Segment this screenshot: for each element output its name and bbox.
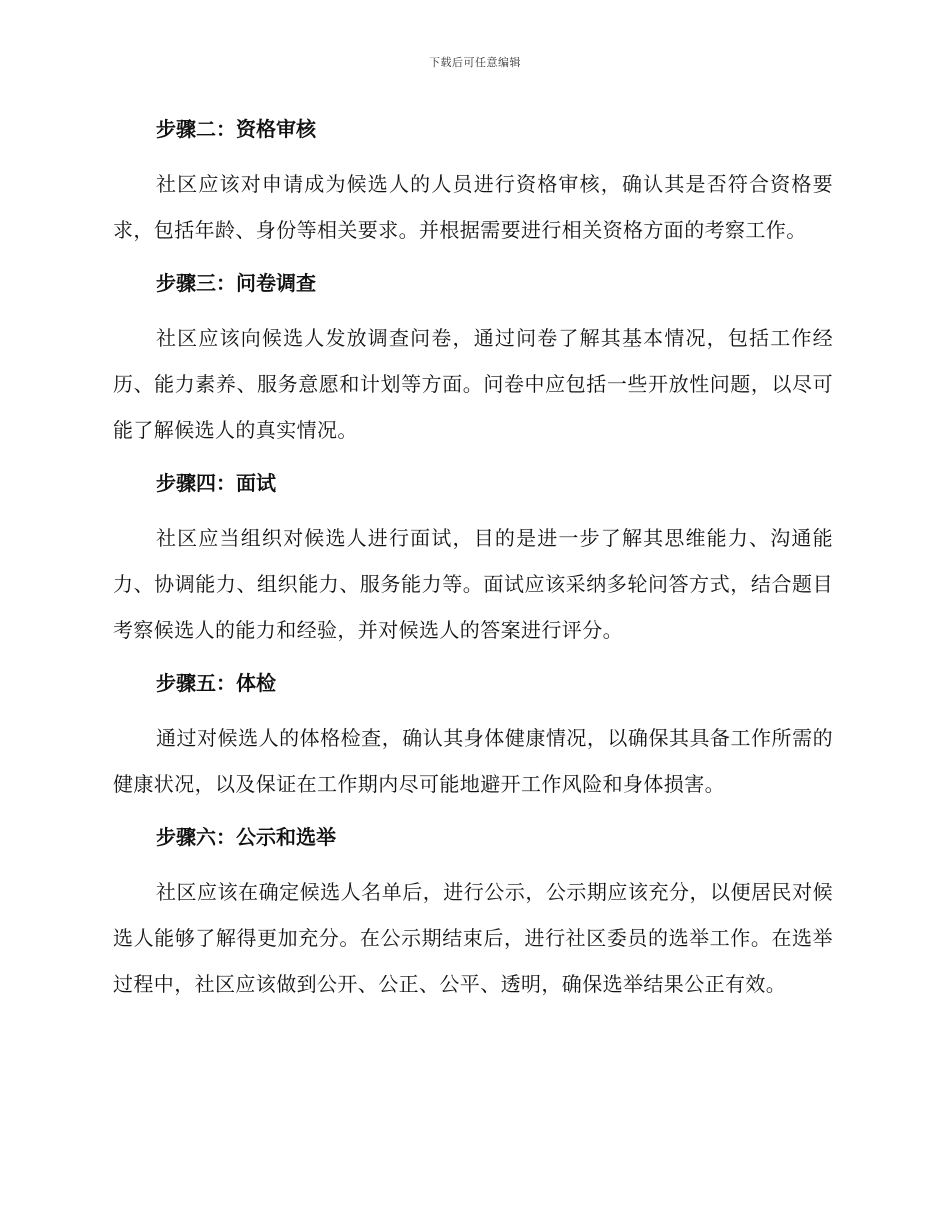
section-heading: 步骤二：资格审核 [156,117,316,141]
section-paragraph: 社区应当组织对候选人进行面试，目的是进一步了解其思维能力、沟通能力、协调能力、组织能力、服务能力等。面试应该采纳多轮问答方式，结合题目考察候选人的能力和经验，并对候选人的答案进行评分。 [113,526,833,642]
document-body [113,111,833,1019]
section-heading: 步骤四：面试 [156,471,276,495]
section-paragraph: 社区应该向候选人发放调查问卷，通过问卷了解其基本情况，包括工作经历、能力素养、服务意愿和计划等方面。问卷中应包括一些开放性问题，以尽可能了解候选人的真实情况。 [113,326,833,442]
section-step-3 [113,265,833,453]
section-paragraph: 社区应该在确定候选人名单后，进行公示，公示期应该充分，以便居民对候选人能够了解得更加充分。在公示期结束后，进行社区委员的选举工作。在选举过程中，社区应该做到公开、公正、公平、透明，确保选举结果公正有效。 [113,880,833,996]
section-step-6 [113,819,833,1007]
section-heading: 步骤六：公示和选举 [156,825,336,849]
section-step-4 [113,465,833,653]
section-paragraph: 通过对候选人的体格检查，确认其身体健康情况，以确保其具备工作所需的健康状况，以及保证在工作期内尽可能地避开工作风险和身体损害。 [113,726,833,796]
section-heading: 步骤五：体检 [156,671,276,695]
section-step-5 [113,665,833,807]
section-step-2 [113,111,833,253]
page-header: 下载后可任意编辑 [429,56,521,69]
section-heading: 步骤三：问卷调查 [156,271,316,295]
section-paragraph: 社区应该对申请成为候选人的人员进行资格审核，确认其是否符合资格要求，包括年龄、身份等相关要求。并根据需要进行相关资格方面的考察工作。 [113,172,833,242]
